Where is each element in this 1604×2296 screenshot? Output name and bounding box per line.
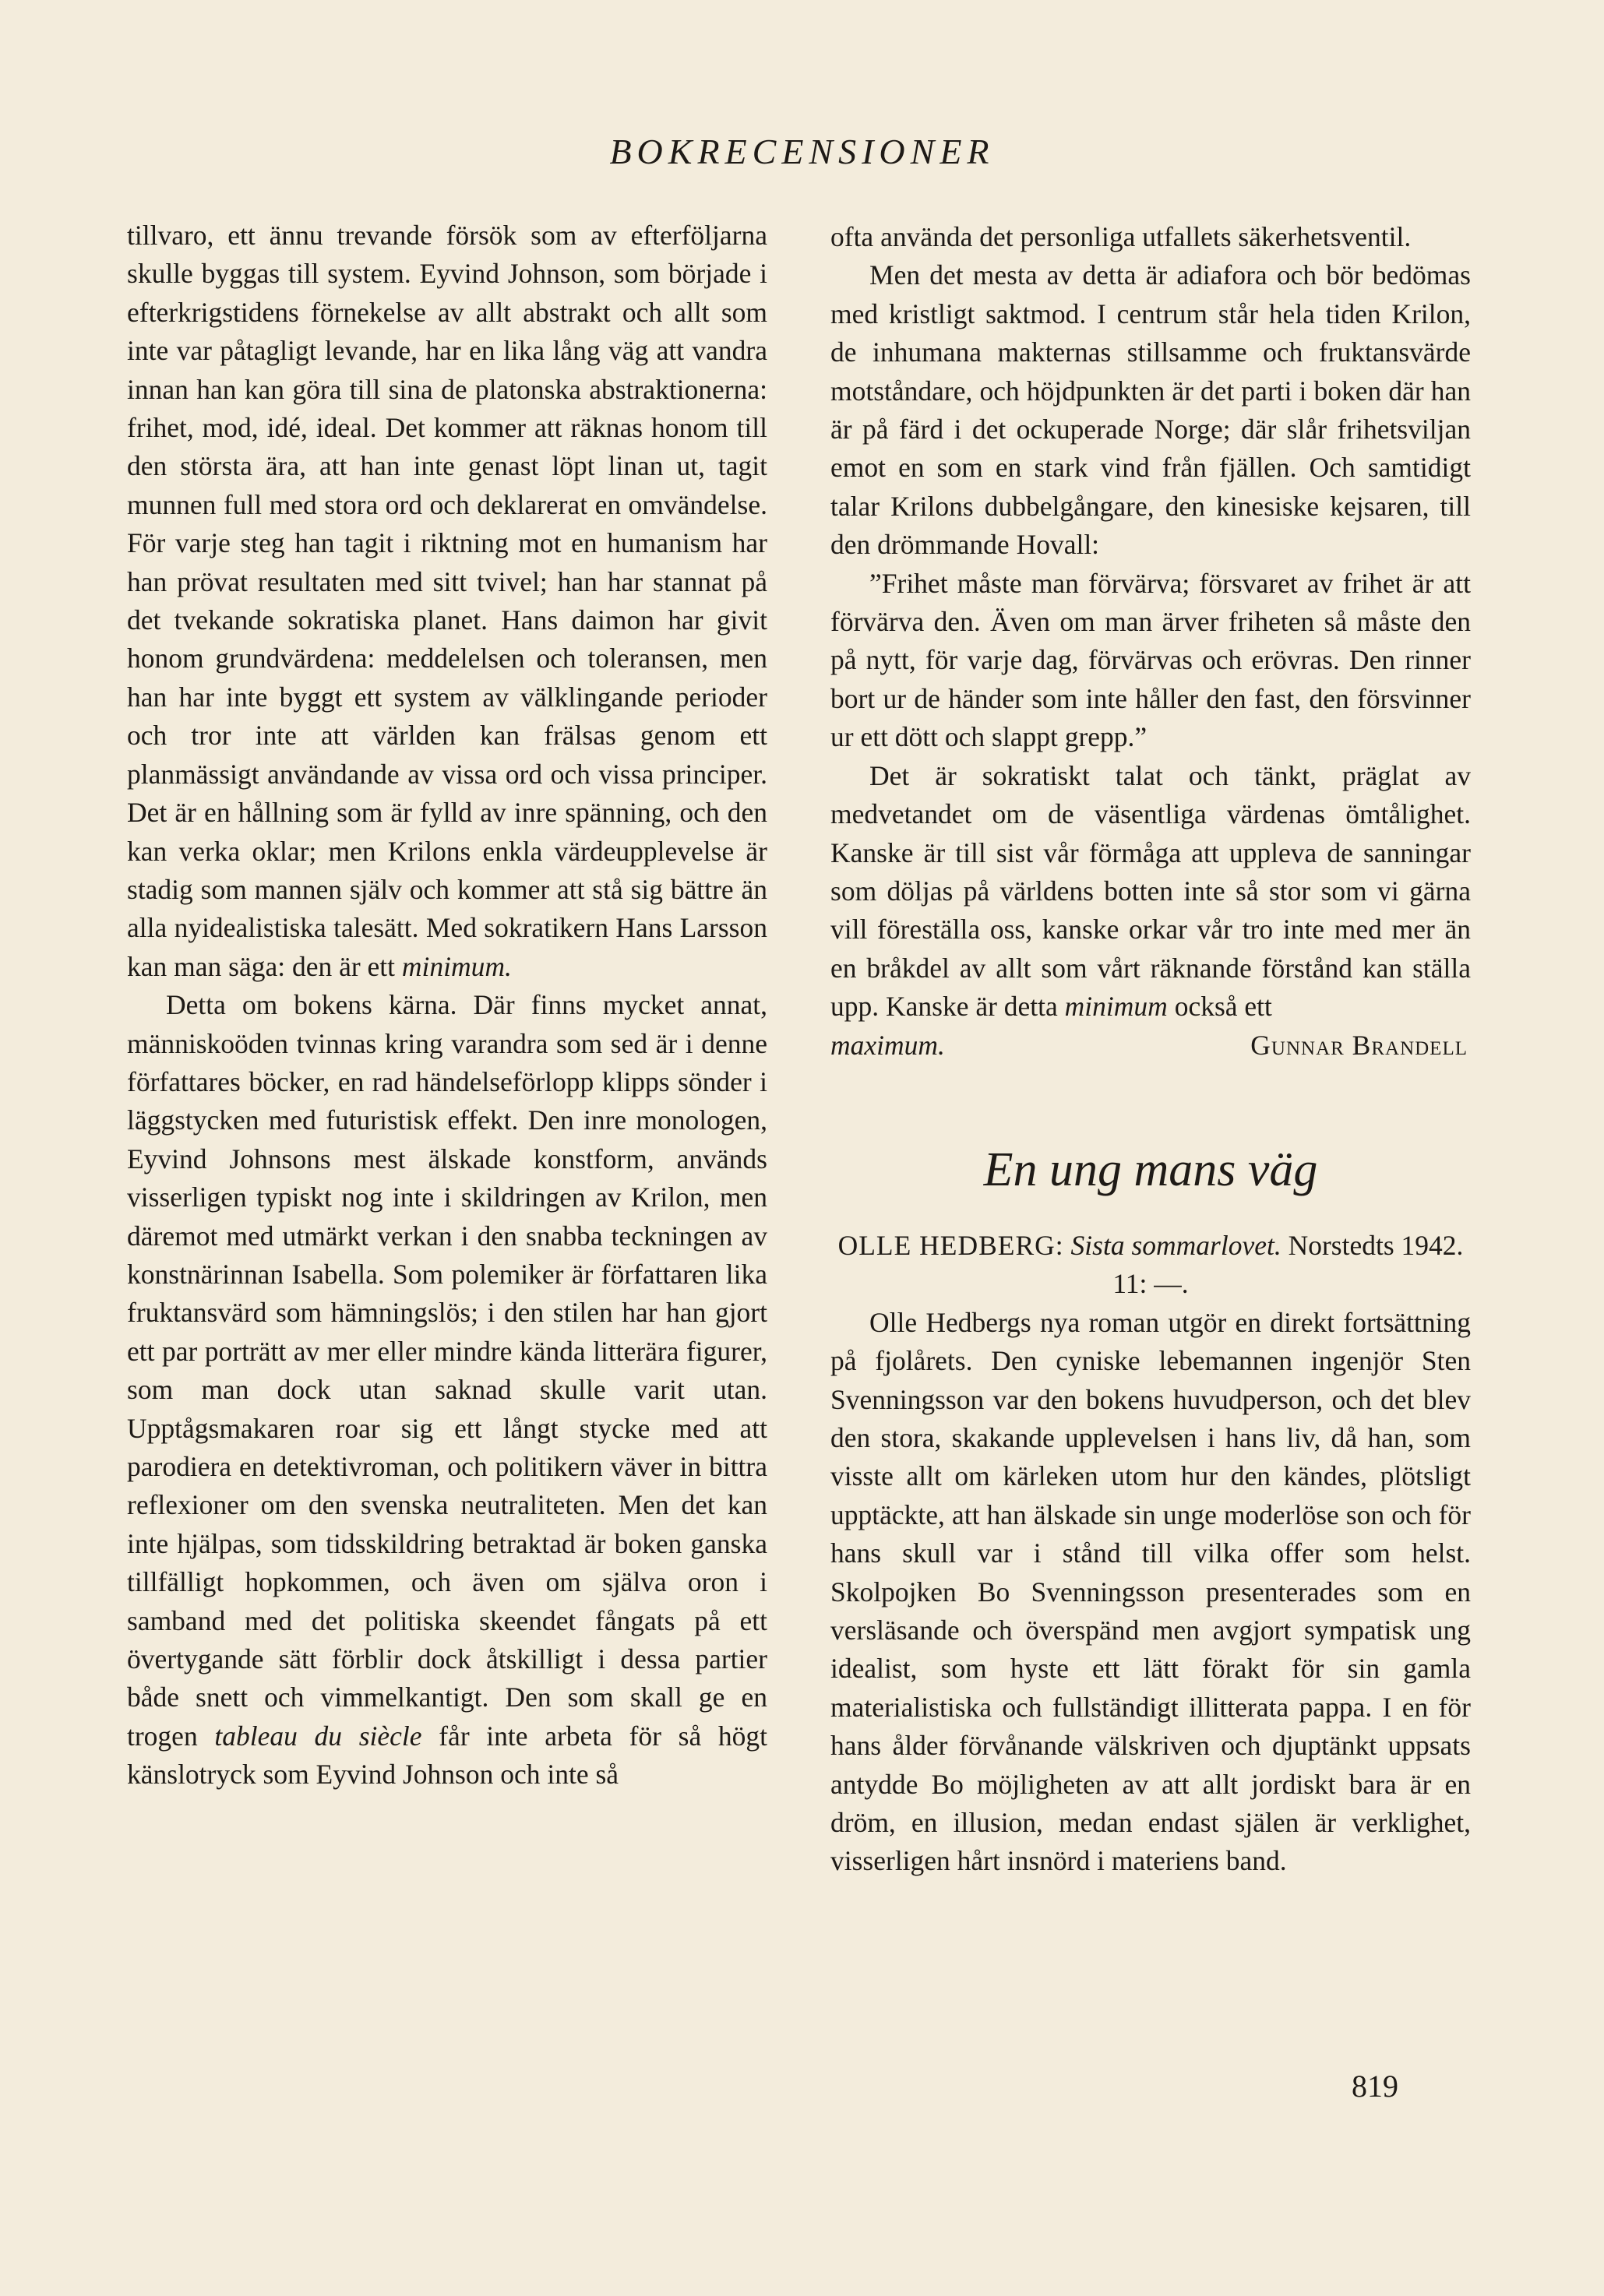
emphasis-text: minimum. <box>401 950 512 982</box>
paragraph: ofta använda det personliga utfallets säkerhetsventil. <box>830 221 1412 252</box>
paragraph-text: tillvaro, ett ännu trevande försök som av efterföljarna skulle byggas till system. Eyvind Johnson, som började i efterkrigstidens förnekelse av allt abstrakt och allt som inte var påtagligt levande, har en lika lång väg att vandra innan han kan göra till sina de platonska abstraktionerna: frihet, mod, idé, ideal. Det kommer att räknas honom till den största ära, att han inte genast löpt linan ut, tagit munnen full med stora ord och deklarerat en omvändelse. För varje steg han tagit i riktning mot en humanism har han prövat resultaten med sitt tvivel; han har stannat på det tvekande sokratiska planet. Hans daimon har givit honom grundvärdena: meddelelsen och toleransen, men han har inte byggt ett system av välklingande perioder och tror inte att världen kan frälsas genom ett planmässigt användande av vissa ord och vissa principer. Det är en hållning som är fylld av inre spänning, och den kan verka oklar; men Krilons enkla värdeupplevelse är stadig som mannen själv och kommer att stå sig bättre än alla nyidealistiska talesätt. Med sokratikern Hans Larsson kan man säga: den är ett <box>127 220 767 982</box>
paragraph-text: Det är sokratiskt talat och tänkt, präglat av medvetandet om de väsentliga värdenas ömtålighet. Kanske är till sist vår förmåga att uppleva de sanningar som döljas på världens botten inte så stor som vi gärna vill föreställa oss, kanske orkar vår tro inte med mer än en bråkdel av allt som vårt räknande förstånd kan ställa upp. Kanske är detta <box>830 759 1471 1023</box>
paragraph-text: också ett <box>1174 991 1272 1023</box>
block-quote: ”Frihet måste man förvärva; försvaret av frihet är att förvärva den. Även om man ärver friheten så måste den på nytt, för varje dag, förvärvas och erövras. Den rinner bort ur de händer som inte håller den fast, den försvinner ur ett dött och slappt grepp.” <box>830 567 1471 753</box>
review-title: En ung mans väg <box>983 1143 1318 1196</box>
emphasis-text: tableau du siècle <box>214 1720 422 1752</box>
paragraph-text: får inte arbeta för så högt känslotryck som Eyvind Johnson och inte så <box>127 1720 768 1791</box>
reviewer-signature: Gunnar Brandell <box>1250 1029 1468 1061</box>
book-author: OLLE HEDBERG: <box>837 1229 1064 1261</box>
paragraph <box>830 757 1471 1027</box>
publication-details: Norstedts 1942. 11: —. <box>1112 1229 1464 1300</box>
emphasis-text: maximum. <box>830 1029 945 1061</box>
paragraph: Olle Hedbergs nya roman utgör en direkt fortsättning på fjolårets. Den cyniske lebemannen ingenjör Sten Svenningsson var den bokens huvudperson, och det blev den stora, skakande upplevelsen i hans liv, då han, som visste allt om kärleken utom hur den kändes, plötsligt upptäckte, att han älskade sin unge moderlöse son och för hans skull var i stånd till vilka offer som helst. Skolpojken Bo Svenningsson presenterades som en versläsande och överspänd men avgjort sympatisk ung idealist, som hyste ett lätt förakt för sin gamla materialistiska och fullständigt illitterata pappa. I en för hans ålder förvånande välskriven och djuptänkt uppsats antydde Bo möjligheten av att allt jordiskt bara är en dröm, en illusion, medan endast själen är verklighet, visserligen hårt insnörd i materiens band. <box>830 1306 1471 1877</box>
emphasis-text: minimum <box>1064 991 1168 1023</box>
paragraph-text: Detta om bokens kärna. Där finns mycket annat, människoöden tvinnas kring varandra som sed är i denne författares böcker, en rad händelseförlopp klipps sönder i läggstycken med futuristisk effekt. Den inre monologen, Eyvind Johnsons mest älskade konstform, används visserligen typiskt nog inte i skildringen av Krilon, men däremot med utmärkt verkan i den snabba teckningen av konstnärinnan Isabella. Som polemiker är författaren lika fruktansvärd som hämningslös; i den stilen har han gjort ett par porträtt av mer eller mindre kända litterära figurer, som man dock utan saknad skulle varit utan. Upptågsmakaren roar sig ett långt stycke med att parodiera en detektivroman, och politikern väver in bittra reflexioner om den svenska neutraliteten. Men det kan inte hjälpas, som tidsskildring betraktad är boken ganska tillfälligt hopkommen, och även om själva oron i samband med det politiska skeendet fångats på ett övertygande sätt förblir dock åtskilligt i dessa partier både snett och vimmelkantigt. Den som skall ge en trogen <box>127 989 767 1752</box>
paragraph: Men det mesta av detta är adiafora och bör bedömas med kristligt saktmod. I centrum står hela tiden Krilon, de inhumana makternas stillsamme och fruktansvärde motståndare, och höjdpunkten är det parti i boken där han är på färd i det ockuperade Norge; där slår frihetsviljan emot en som en stark vind från fjällen. Och samtidigt talar Krilons dubbelgångare, den kinesiske kejsaren, till den drömmande Hovall: <box>830 259 1471 561</box>
page-number: 819 <box>1352 2069 1398 2104</box>
bibliographic-entry <box>830 1227 1471 1304</box>
left-column <box>127 217 767 1794</box>
paragraph <box>127 217 767 986</box>
paragraph <box>127 986 767 1794</box>
running-header: BOKRECENSIONER <box>609 132 995 171</box>
right-column <box>830 218 1471 1881</box>
book-title: Sista sommarlovet. <box>1070 1229 1281 1261</box>
signature-line <box>830 1027 1471 1065</box>
